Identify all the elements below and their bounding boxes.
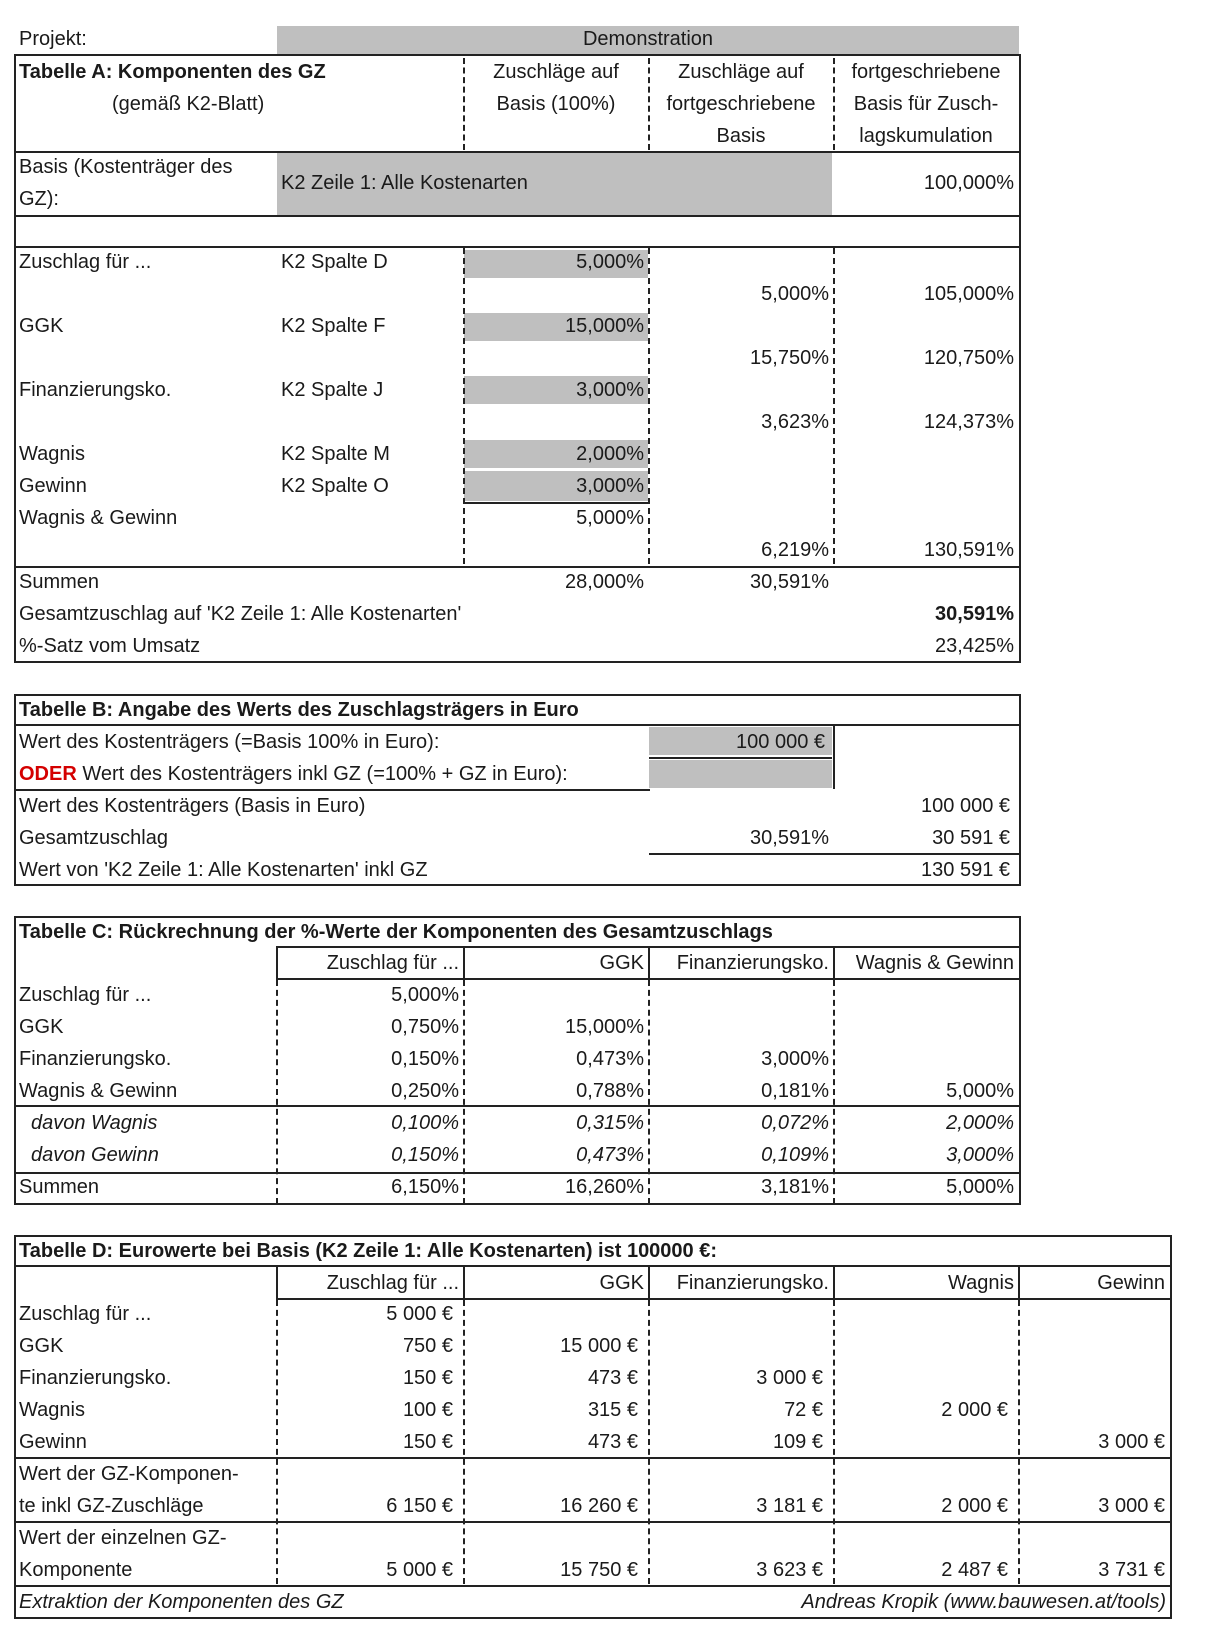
row-label: Gewinn bbox=[19, 475, 87, 497]
table-cell: 5,000% bbox=[946, 1080, 1014, 1102]
komp-value: 16 260 € bbox=[560, 1495, 638, 1517]
table-cell: 15 000 € bbox=[560, 1335, 638, 1357]
wert-inkl-gz-value: 130 591 € bbox=[921, 859, 1010, 881]
wert-label: Wert des Kostenträgers (=Basis 100% in Euro): bbox=[19, 731, 440, 753]
wert-inkl-label bbox=[19, 758, 568, 790]
table-c-title: Tabelle C: Rückrechnung der %-Werte der Komponenten des Gesamtzuschlags bbox=[19, 921, 773, 943]
col-header-base: Zuschläge auf bbox=[493, 61, 619, 83]
table-cell: 2,000% bbox=[946, 1112, 1014, 1134]
komp-value: 3 181 € bbox=[756, 1495, 823, 1517]
divider bbox=[14, 215, 1021, 217]
umsatz-label: %-Satz vom Umsatz bbox=[19, 635, 201, 657]
table-cell: 150 € bbox=[402, 1431, 453, 1453]
row-label: Finanzierungsko. bbox=[19, 379, 172, 401]
table-row-label: Finanzierungsko. bbox=[19, 1048, 172, 1070]
wert-inkl-input[interactable] bbox=[649, 760, 832, 788]
footer-caption: Extraktion der Komponenten des GZ bbox=[19, 1591, 344, 1613]
row-base: 15,000% bbox=[565, 315, 644, 337]
oder-label: ODER bbox=[19, 763, 77, 785]
table-d-header: Gewinn bbox=[1097, 1272, 1165, 1294]
table-row-label: Gewinn bbox=[19, 1431, 87, 1453]
table-cell: 150 € bbox=[402, 1367, 453, 1389]
col-header-cum: Basis für Zusch- bbox=[853, 93, 999, 115]
row-ref: K2 Spalte O bbox=[281, 475, 389, 497]
table-cell: 100 € bbox=[402, 1399, 453, 1421]
umsatz-value: 23,425% bbox=[935, 635, 1014, 657]
table-cell: 72 € bbox=[784, 1399, 823, 1421]
gesamtzuschlag-value: 30 591 € bbox=[932, 827, 1010, 849]
row-base: 3,000% bbox=[576, 379, 644, 401]
wert-inkl-text: Wert des Kostenträgers inkl GZ (=100% + GZ in Euro): bbox=[76, 763, 568, 785]
row-ref: K2 Spalte J bbox=[281, 379, 384, 401]
table-row-label: Wagnis & Gewinn bbox=[19, 1080, 178, 1102]
row-cum: 130,591% bbox=[923, 539, 1014, 561]
komp-value: 6 150 € bbox=[386, 1495, 453, 1517]
col-header-cum: lagskumulation bbox=[859, 125, 993, 147]
table-cell: 0,150% bbox=[391, 1144, 459, 1166]
table-cell: 0,473% bbox=[576, 1144, 644, 1166]
einzel-value: 5 000 € bbox=[386, 1559, 453, 1581]
row-ref: K2 Spalte D bbox=[281, 251, 388, 273]
row-fort: 5,000% bbox=[761, 283, 829, 305]
table-cell: 109 € bbox=[772, 1431, 823, 1453]
wert-inkl-gz-label: Wert von 'K2 Zeile 1: Alle Kostenarten' inkl GZ bbox=[19, 859, 428, 881]
total-label: Gesamtzuschlag auf 'K2 Zeile 1: Alle Kostenarten' bbox=[19, 603, 462, 625]
table-row-label: davon Gewinn bbox=[31, 1144, 159, 1166]
table-cell: 473 € bbox=[587, 1367, 638, 1389]
row-cum: 120,750% bbox=[923, 347, 1014, 369]
table-cell: 0,250% bbox=[391, 1080, 459, 1102]
table-cell: 0,750% bbox=[391, 1016, 459, 1038]
table-a-title: Tabelle A: Komponenten des GZ bbox=[19, 61, 326, 83]
table-d-header: Zuschlag für ... bbox=[326, 1272, 459, 1294]
table-cell: 3,000% bbox=[946, 1144, 1014, 1166]
einzel-label: Wert der einzelnen GZ- bbox=[19, 1527, 227, 1549]
table-d-header: GGK bbox=[599, 1272, 644, 1294]
table-c-header: GGK bbox=[599, 952, 644, 974]
komp-label: te inkl GZ-Zuschläge bbox=[19, 1495, 204, 1517]
table-d-header: Wagnis bbox=[948, 1272, 1014, 1294]
row-base: 5,000% bbox=[576, 251, 644, 273]
table-cell: 3,181% bbox=[761, 1176, 829, 1198]
total-value: 30,591% bbox=[935, 603, 1014, 625]
table-row-label: Zuschlag für ... bbox=[19, 984, 152, 1006]
gesamtzuschlag-label: Gesamtzuschlag bbox=[19, 827, 168, 849]
table-cell: 0,100% bbox=[391, 1112, 459, 1134]
row-fort: 3,623% bbox=[761, 411, 829, 433]
table-cell: 2 000 € bbox=[941, 1399, 1008, 1421]
row-label: Zuschlag für ... bbox=[19, 251, 152, 273]
table-cell: 0,788% bbox=[576, 1080, 644, 1102]
table-c-header: Zuschlag für ... bbox=[326, 952, 459, 974]
table-cell: 315 € bbox=[587, 1399, 638, 1421]
table-row-label: Wagnis bbox=[19, 1399, 85, 1421]
einzel-value: 2 487 € bbox=[941, 1559, 1008, 1581]
table-d-title: Tabelle D: Eurowerte bei Basis (K2 Zeile 1: Alle Kostenarten) ist 100000 €: bbox=[19, 1240, 718, 1262]
col-header-base: Basis (100%) bbox=[496, 93, 616, 115]
sum-base: 28,000% bbox=[565, 571, 644, 593]
table-cell: 0,109% bbox=[761, 1144, 829, 1166]
row-cum: 124,373% bbox=[923, 411, 1014, 433]
table-cell: 0,150% bbox=[391, 1048, 459, 1070]
project-label: Projekt: bbox=[19, 28, 87, 50]
table-cell: 473 € bbox=[587, 1431, 638, 1453]
basis-euro-label: Wert des Kostenträgers (Basis in Euro) bbox=[19, 795, 366, 817]
row-label: GGK bbox=[19, 315, 64, 337]
table-cell: 6,150% bbox=[391, 1176, 459, 1198]
table-row-label: GGK bbox=[19, 1335, 64, 1357]
col-header-fort: Basis bbox=[716, 125, 766, 147]
divider bbox=[833, 726, 835, 789]
table-cell: 0,315% bbox=[576, 1112, 644, 1134]
table-cell: 0,072% bbox=[761, 1112, 829, 1134]
table-row-label: Zuschlag für ... bbox=[19, 1303, 152, 1325]
table-row-label: davon Wagnis bbox=[31, 1112, 158, 1134]
table-cell: 15,000% bbox=[565, 1016, 644, 1038]
project-name: Demonstration bbox=[582, 28, 714, 50]
basis-ref: K2 Zeile 1: Alle Kostenarten bbox=[281, 172, 528, 194]
table-cell: 5 000 € bbox=[386, 1303, 453, 1325]
wert-input-value: 100 000 € bbox=[736, 731, 825, 753]
row-fort: 15,750% bbox=[750, 347, 829, 369]
basis-label: GZ): bbox=[19, 188, 59, 210]
table-cell: 750 € bbox=[402, 1335, 453, 1357]
footer-author: Andreas Kropik (www.bauwesen.at/tools) bbox=[801, 1591, 1166, 1613]
table-b-title: Tabelle B: Angabe des Werts des Zuschlagsträgers in Euro bbox=[19, 699, 579, 721]
table-row-label: GGK bbox=[19, 1016, 64, 1038]
einzel-value: 3 623 € bbox=[756, 1559, 823, 1581]
table-d-header: Finanzierungsko. bbox=[676, 1272, 829, 1294]
einzel-value: 3 731 € bbox=[1098, 1559, 1165, 1581]
basis-euro-value: 100 000 € bbox=[921, 795, 1010, 817]
col-header-cum: fortgeschriebene bbox=[851, 61, 1001, 83]
gesamtzuschlag-pct: 30,591% bbox=[750, 827, 829, 849]
basis-value: 100,000% bbox=[923, 172, 1014, 194]
col-divider bbox=[833, 1300, 835, 1584]
row-ref: K2 Spalte F bbox=[281, 315, 386, 337]
col-header-fort: Zuschläge auf bbox=[678, 61, 804, 83]
table-cell: 3,000% bbox=[761, 1048, 829, 1070]
row-fort: 6,219% bbox=[761, 539, 829, 561]
komp-label: Wert der GZ-Komponen- bbox=[19, 1463, 239, 1485]
table-a-subtitle: (gemäß K2-Blatt) bbox=[112, 93, 265, 115]
row-base: 5,000% bbox=[576, 507, 644, 529]
table-cell: 3 000 € bbox=[756, 1367, 823, 1389]
komp-value: 3 000 € bbox=[1098, 1495, 1165, 1517]
table-c-header: Finanzierungsko. bbox=[676, 952, 829, 974]
table-row-label: Summen bbox=[19, 1176, 100, 1198]
table-cell: 3 000 € bbox=[1098, 1431, 1165, 1453]
row-cum: 105,000% bbox=[923, 283, 1014, 305]
row-base: 3,000% bbox=[576, 475, 644, 497]
row-label: Wagnis & Gewinn bbox=[19, 507, 178, 529]
table-cell: 0,181% bbox=[761, 1080, 829, 1102]
table-cell: 5,000% bbox=[946, 1176, 1014, 1198]
row-label: Wagnis bbox=[19, 443, 85, 465]
table-cell: 5,000% bbox=[391, 984, 459, 1006]
table-c-header: Wagnis & Gewinn bbox=[855, 952, 1014, 974]
einzel-value: 15 750 € bbox=[560, 1559, 638, 1581]
basis-label: Basis (Kostenträger des bbox=[19, 156, 233, 178]
sum-fort: 30,591% bbox=[750, 571, 829, 593]
sum-label: Summen bbox=[19, 571, 100, 593]
table-cell: 16,260% bbox=[565, 1176, 644, 1198]
table-row-label: Finanzierungsko. bbox=[19, 1367, 172, 1389]
row-ref: K2 Spalte M bbox=[281, 443, 390, 465]
row-base: 2,000% bbox=[576, 443, 644, 465]
komp-value: 2 000 € bbox=[941, 1495, 1008, 1517]
table-cell: 0,473% bbox=[576, 1048, 644, 1070]
col-header-fort: fortgeschriebene bbox=[666, 93, 816, 115]
einzel-label: Komponente bbox=[19, 1559, 133, 1581]
